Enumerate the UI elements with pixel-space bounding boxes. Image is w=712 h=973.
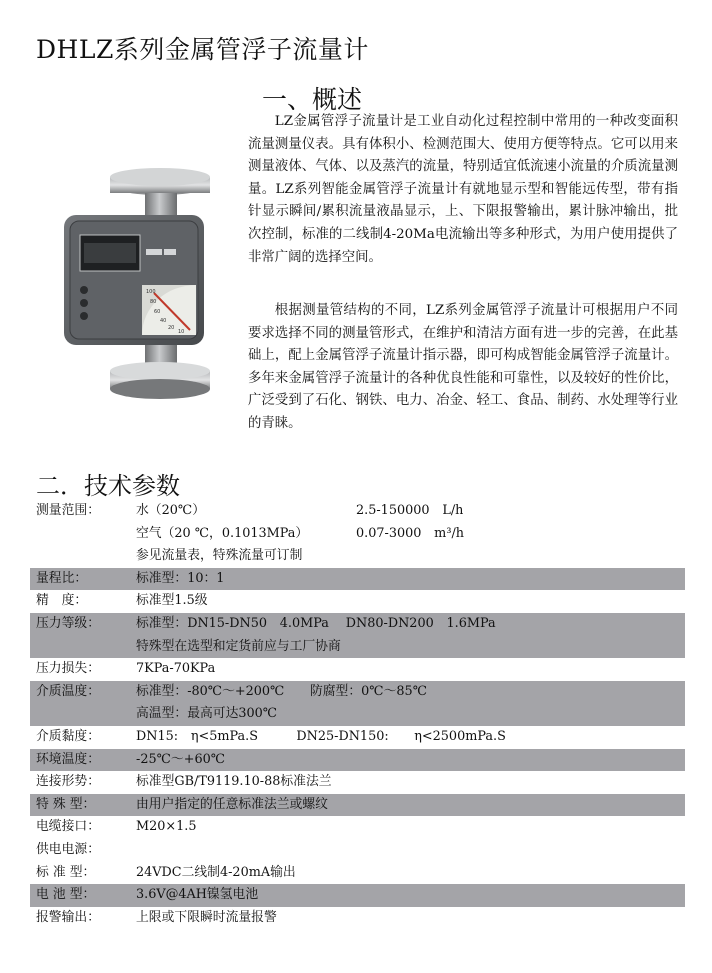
spec-label: 介质黏度： bbox=[36, 728, 100, 744]
overview-paragraph-2: 根据测量管结构的不同，LZ系列金属管浮子流量计可根据用户不同要求选择不同的测量管形式，在维护和清洁方面有进一步的完善，在此基础上，配上金属管浮子流量计指示器，即可构成智能金属管浮子流量计。多年来金属管浮子流量计的各种优良性能和可靠性，以及较好的性价比，广泛受到了石化、钢铁、电力、冶金、轻工、食品、制药、水处理等行业的青睐。 bbox=[248, 303, 678, 431]
spec-row-range bbox=[30, 500, 685, 523]
spec-row-pressure-loss bbox=[30, 658, 685, 681]
spec-value: DN15: η<5mPa.S DN25-DN150: η<2500mPa.S bbox=[136, 728, 506, 744]
spec-value: 3.6V@4AH镍氢电池 bbox=[136, 887, 259, 903]
spec-value: 由用户指定的任意标准法兰或螺纹 bbox=[136, 796, 328, 812]
spec-value: M20×1.5 bbox=[136, 819, 197, 835]
spec-label: 压力损失： bbox=[36, 661, 100, 677]
spec-label: 特 殊 型： bbox=[36, 796, 96, 812]
spec-row-pressure-special bbox=[30, 636, 685, 659]
spec-value: 参见流量表，特殊流量可订制 bbox=[136, 548, 303, 564]
document-title: DHLZ系列金属管浮子流量计 bbox=[36, 35, 369, 64]
dial-tick-20: 20 bbox=[168, 325, 175, 331]
spec-value-2: 0.07-3000 m³/h bbox=[356, 525, 464, 541]
spec-value: 上限或下限瞬时流量报警 bbox=[136, 909, 277, 925]
spec-row-pressure-rating bbox=[30, 613, 685, 636]
spec-value: 7KPa-70KPa bbox=[136, 661, 216, 677]
spec-row-power-battery bbox=[30, 884, 685, 907]
spec-value: 标准型GB/T9119.10-88标准法兰 bbox=[136, 774, 332, 790]
spec-row-viscosity bbox=[30, 726, 685, 749]
spec-value: 标准型：10：1 bbox=[136, 570, 225, 586]
spec-value: 标准型1.5级 bbox=[136, 593, 208, 609]
spec-row-cable-entry bbox=[30, 816, 685, 839]
section-heading-overview: 一、概述 bbox=[262, 85, 363, 114]
spec-value: 高温型：最高可达300℃ bbox=[136, 706, 278, 722]
spec-value: 标准型：DN15-DN50 4.0MPa DN80-DN200 1.6MPa bbox=[136, 615, 496, 631]
flowmeter-product-image bbox=[50, 165, 230, 405]
spec-row-power-standard bbox=[30, 862, 685, 885]
spec-label: 介质温度： bbox=[36, 683, 100, 699]
spec-label: 电缆接口： bbox=[36, 819, 100, 835]
spec-label: 环境温度： bbox=[36, 751, 100, 767]
spec-row-medium-temp bbox=[30, 681, 685, 704]
spec-label: 报警输出： bbox=[36, 909, 100, 925]
spec-row-range-air bbox=[30, 523, 685, 546]
spec-label: 压力等级： bbox=[36, 615, 100, 631]
spec-value-2: 2.5-150000 L/h bbox=[356, 503, 464, 518]
spec-row-accuracy bbox=[30, 590, 685, 613]
dial-tick-100: 100 bbox=[146, 289, 156, 295]
spec-label: 供电电源： bbox=[36, 841, 100, 857]
spec-label: 精 度： bbox=[36, 593, 88, 609]
dial-tick-10: 10 bbox=[178, 329, 185, 335]
spec-value: 水（20℃） bbox=[136, 503, 205, 518]
spec-row-connection-special bbox=[30, 794, 685, 817]
section-heading-tech-params: 二．技术参数 bbox=[36, 472, 180, 500]
spec-label: 标 准 型： bbox=[36, 864, 96, 880]
dial-tick-60: 60 bbox=[154, 309, 161, 315]
spec-value: -25℃～+60℃ bbox=[136, 751, 226, 767]
spec-row-ambient-temp bbox=[30, 749, 685, 772]
spec-value: 空气（20 ℃，0.1013MPa） bbox=[136, 525, 309, 541]
spec-row-turndown bbox=[30, 568, 685, 591]
spec-row-power-supply bbox=[30, 839, 685, 862]
spec-row-range-note bbox=[30, 545, 685, 568]
spec-value: 24VDC二线制4-20mA输出 bbox=[136, 864, 296, 880]
spec-table bbox=[30, 500, 685, 929]
spec-value: 特殊型在选型和定货前应与工厂协商 bbox=[136, 638, 341, 654]
dial-tick-80: 80 bbox=[150, 299, 157, 305]
overview-paragraph-1: LZ金属管浮子流量计是工业自动化过程控制中常用的一种改变面积流量测量仪表。具有体积小、检测范围大、使用方便等特点。它可以用来测量液体、气体、以及蒸汽的流量，特别适宜低流速小流量的介质流量测量。LZ系列智能金属管浮子流量计有就地显示型和智能远传型，带有指针显示瞬间/累积流量液晶显示，上、下限报警输出，累计脉冲输出，批次控制，标准的二线制4-20Ma电流输出等多种形式，为用户使用提供了非常广阔的选择空间。 bbox=[248, 114, 678, 265]
spec-label: 测量范围： bbox=[36, 503, 100, 518]
spec-value: 标准型：-80℃～+200℃ 防腐型：0℃～85℃ bbox=[136, 683, 428, 699]
dial-tick-40: 40 bbox=[160, 318, 167, 324]
spec-label: 量程比： bbox=[36, 570, 88, 586]
spec-row-connection bbox=[30, 771, 685, 794]
spec-row-alarm-output bbox=[30, 907, 685, 930]
spec-label: 电 池 型： bbox=[36, 887, 96, 903]
spec-label: 连接形势： bbox=[36, 774, 100, 790]
spec-row-medium-temp-high bbox=[30, 703, 685, 726]
